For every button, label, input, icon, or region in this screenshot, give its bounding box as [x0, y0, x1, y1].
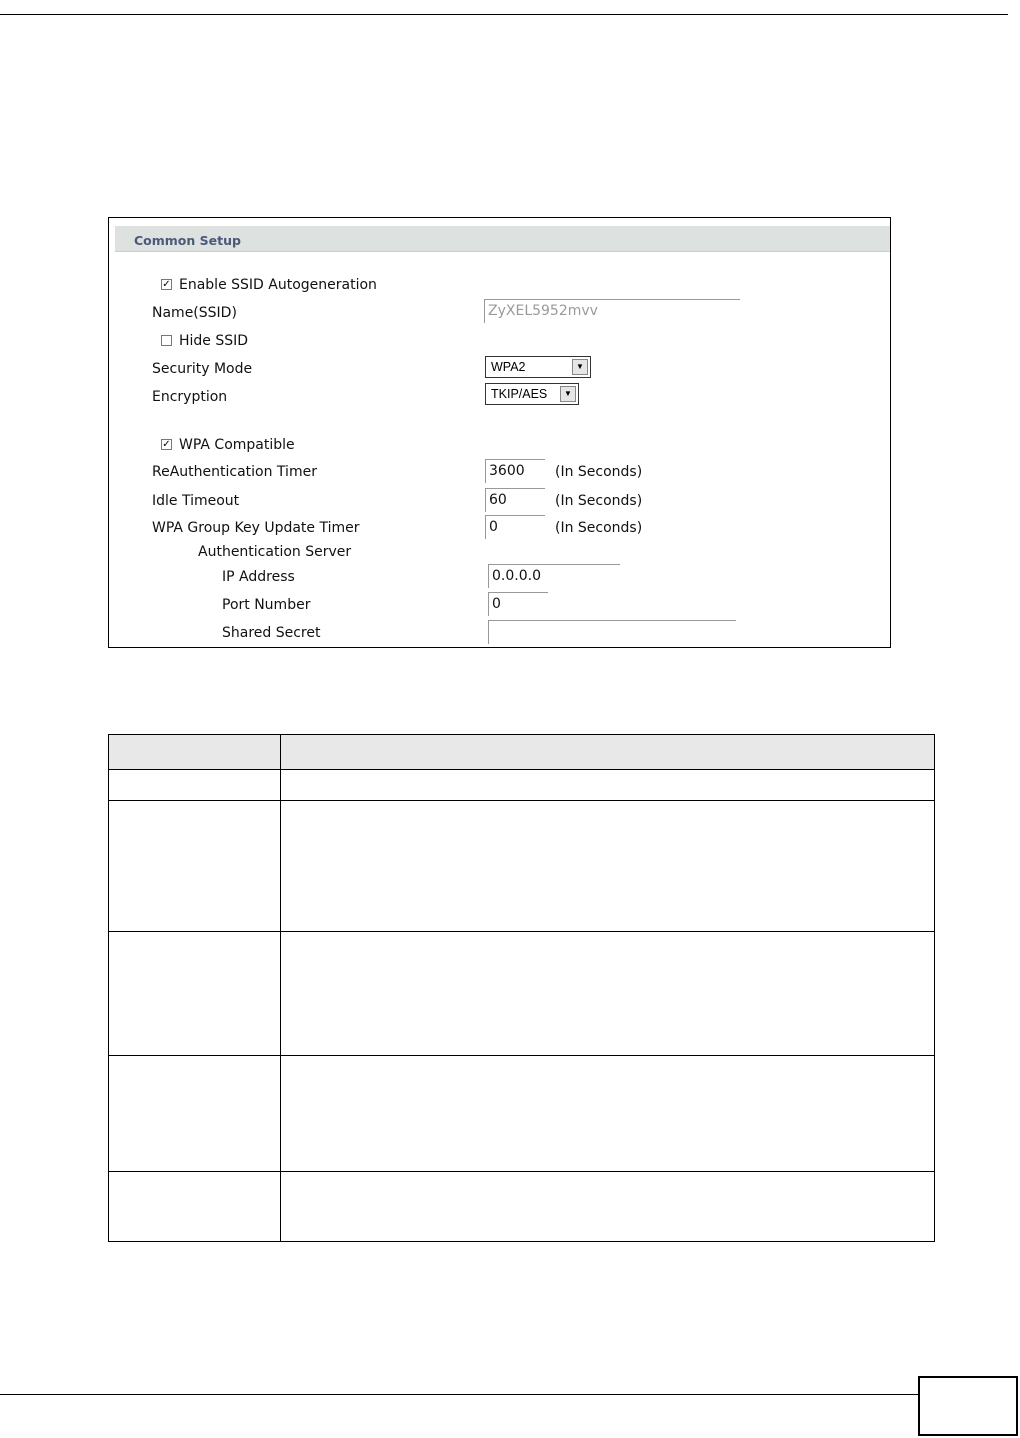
table-row-divider — [109, 931, 934, 932]
reauth-timer-input[interactable]: 3600 — [485, 459, 545, 483]
enable-ssid-autogeneration-checkbox[interactable]: ✓ — [162, 279, 171, 290]
reauth-timer-label: ReAuthentication Timer — [152, 464, 317, 480]
group-key-timer-unit: (In Seconds) — [555, 520, 643, 536]
security-mode-label: Security Mode — [152, 361, 253, 377]
common-setup-panel — [108, 217, 891, 648]
header-rule — [0, 14, 1008, 15]
name-ssid-label: Name(SSID) — [152, 305, 237, 321]
field-description-table — [108, 734, 935, 1242]
wpa-compatible-label: WPA Compatible — [179, 437, 295, 453]
table-header-row — [109, 735, 934, 770]
ssid-name-input[interactable]: ZyXEL5952mvv — [484, 299, 740, 323]
table-row-divider — [109, 1171, 934, 1172]
hide-ssid-checkbox[interactable] — [161, 335, 172, 346]
encryption-value: TKIP/AES — [491, 387, 548, 401]
chevron-down-icon: ▼ — [560, 386, 576, 402]
encryption-select[interactable] — [485, 383, 579, 405]
table-row-divider — [109, 800, 934, 801]
enable-ssid-autogeneration-label: Enable SSID Autogeneration — [179, 277, 377, 293]
shared-secret-label: Shared Secret — [222, 625, 321, 641]
security-mode-value: WPA2 — [491, 360, 526, 374]
table-row-divider — [109, 1055, 934, 1056]
idle-timeout-input[interactable]: 60 — [485, 488, 545, 512]
group-key-timer-input[interactable]: 0 — [485, 515, 545, 539]
auth-server-heading: Authentication Server — [198, 544, 352, 560]
reauth-timer-unit: (In Seconds) — [555, 464, 643, 480]
idle-timeout-unit: (In Seconds) — [555, 493, 643, 509]
group-key-timer-label: WPA Group Key Update Timer — [152, 520, 360, 536]
hide-ssid-label: Hide SSID — [179, 333, 249, 349]
panel-header — [115, 226, 890, 252]
wpa-compatible-checkbox[interactable]: ✓ — [162, 439, 171, 450]
footer-rule — [0, 1394, 918, 1395]
shared-secret-input[interactable] — [488, 620, 736, 644]
ip-address-input[interactable]: 0.0.0.0 — [488, 564, 620, 588]
page-number-box — [918, 1376, 1018, 1436]
table-column-divider — [280, 735, 281, 1241]
port-number-input[interactable]: 0 — [488, 592, 548, 616]
security-mode-select[interactable] — [485, 356, 591, 378]
port-number-label: Port Number — [222, 597, 311, 613]
chevron-down-icon: ▼ — [572, 359, 588, 375]
ip-address-label: IP Address — [222, 569, 295, 585]
encryption-label: Encryption — [152, 389, 228, 405]
panel-title: Common Setup — [134, 233, 241, 248]
idle-timeout-label: Idle Timeout — [152, 493, 240, 509]
